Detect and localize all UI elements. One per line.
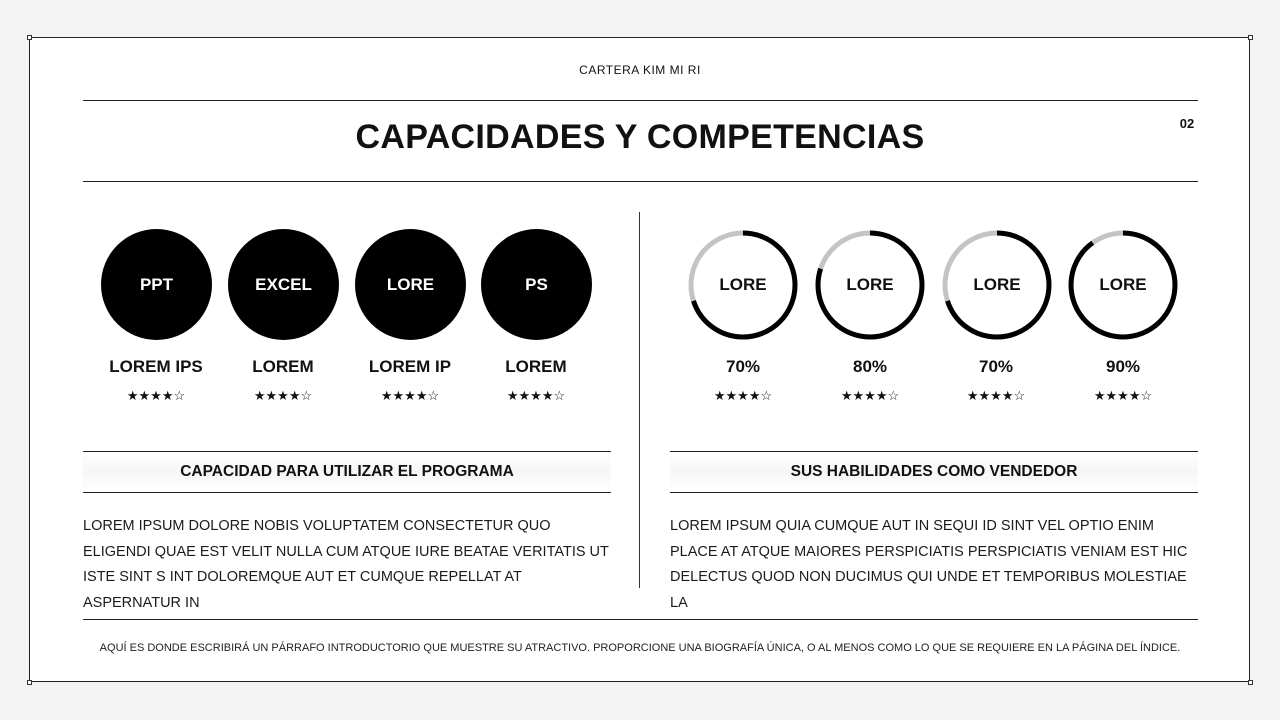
percent-label: 70%	[978, 357, 1014, 376]
percent-label: 80%	[852, 357, 888, 376]
percent-label: 70%	[725, 357, 761, 376]
skill-badge-circle: LORE	[355, 229, 466, 340]
skill-label: LOREM	[505, 357, 567, 376]
ring-label: LORE	[973, 275, 1021, 294]
star-rating: ★★★★☆	[713, 388, 773, 403]
star-rating: ★★★★☆	[380, 388, 440, 403]
skill-badge-circle: PS	[481, 229, 592, 340]
progress-ring	[687, 229, 799, 341]
ring-label: LORE	[1099, 275, 1147, 294]
skill-label: LOREM IPS	[109, 357, 203, 376]
skill-label: LOREM IP	[368, 357, 452, 376]
section-heading-programs: CAPACIDAD PARA UTILIZAR EL PROGRAMA	[83, 451, 611, 493]
frame-corner-handle	[1248, 35, 1253, 40]
frame-corner-handle	[1248, 680, 1253, 685]
ring-label: LORE	[719, 275, 767, 294]
star-rating: ★★★★☆	[1093, 388, 1153, 403]
brand-name: CARTERA KIM MI RI	[579, 63, 701, 77]
skill-label: LOREM	[252, 357, 314, 376]
frame-corner-handle	[27, 680, 32, 685]
footer-rule	[83, 619, 1198, 620]
progress-ring	[941, 229, 1053, 341]
skill-badge-circle: EXCEL	[228, 229, 339, 340]
star-rating: ★★★★☆	[506, 388, 566, 403]
progress-ring	[814, 229, 926, 341]
star-rating: ★★★★☆	[840, 388, 900, 403]
section-heading-sales: SUS HABILIDADES COMO VENDEDOR	[670, 451, 1198, 493]
star-rating: ★★★★☆	[126, 388, 186, 403]
star-rating: ★★★★☆	[253, 388, 313, 403]
page-number: 02	[1179, 116, 1195, 131]
frame-corner-handle	[27, 35, 32, 40]
page-title: CAPACIDADES Y COMPETENCIAS	[355, 118, 925, 156]
star-rating: ★★★★☆	[966, 388, 1026, 403]
body-paragraph-right: LOREM IPSUM QUIA CUMQUE AUT IN SEQUI ID SINT VEL OPTIO ENIM PLACE AT ATQUE MAIORES PERSPICIATIS PERSPICIATIS VENIAM EST HIC DELECTUS QUOD NON DUCIMUS QUI UNDE ET TEMPORIBUS MOLESTIAE LA	[670, 518, 1188, 612]
column-divider	[639, 212, 640, 588]
skill-badge-circle: PPT	[101, 229, 212, 340]
footer-text: AQUÍ ES DONDE ESCRIBIRÁ UN PÁRRAFO INTRODUCTORIO QUE MUESTRE SU ATRACTIVO. PROPORCIONE UNA BIOGRAFÍA ÚNICA, O AL MENOS COMO LO QUE SE REQUIERE EN LA PÁGINA DEL ÍNDICE.	[99, 642, 1181, 654]
body-paragraph-left: LOREM IPSUM DOLORE NOBIS VOLUPTATEM CONSECTETUR QUO ELIGENDI QUAE EST VELIT NULLA CUM ATQUE IURE BEATAE VERITATIS UT ISTE SINT S INT DOLOREMQUE AUT ET CUMQUE REPELLAT AT ASPERNATUR IN	[83, 518, 609, 612]
ring-label: LORE	[846, 275, 894, 294]
progress-ring	[1067, 229, 1179, 341]
percent-label: 90%	[1105, 357, 1141, 376]
title-bottom-rule	[83, 181, 1198, 182]
title-top-rule	[83, 100, 1198, 101]
